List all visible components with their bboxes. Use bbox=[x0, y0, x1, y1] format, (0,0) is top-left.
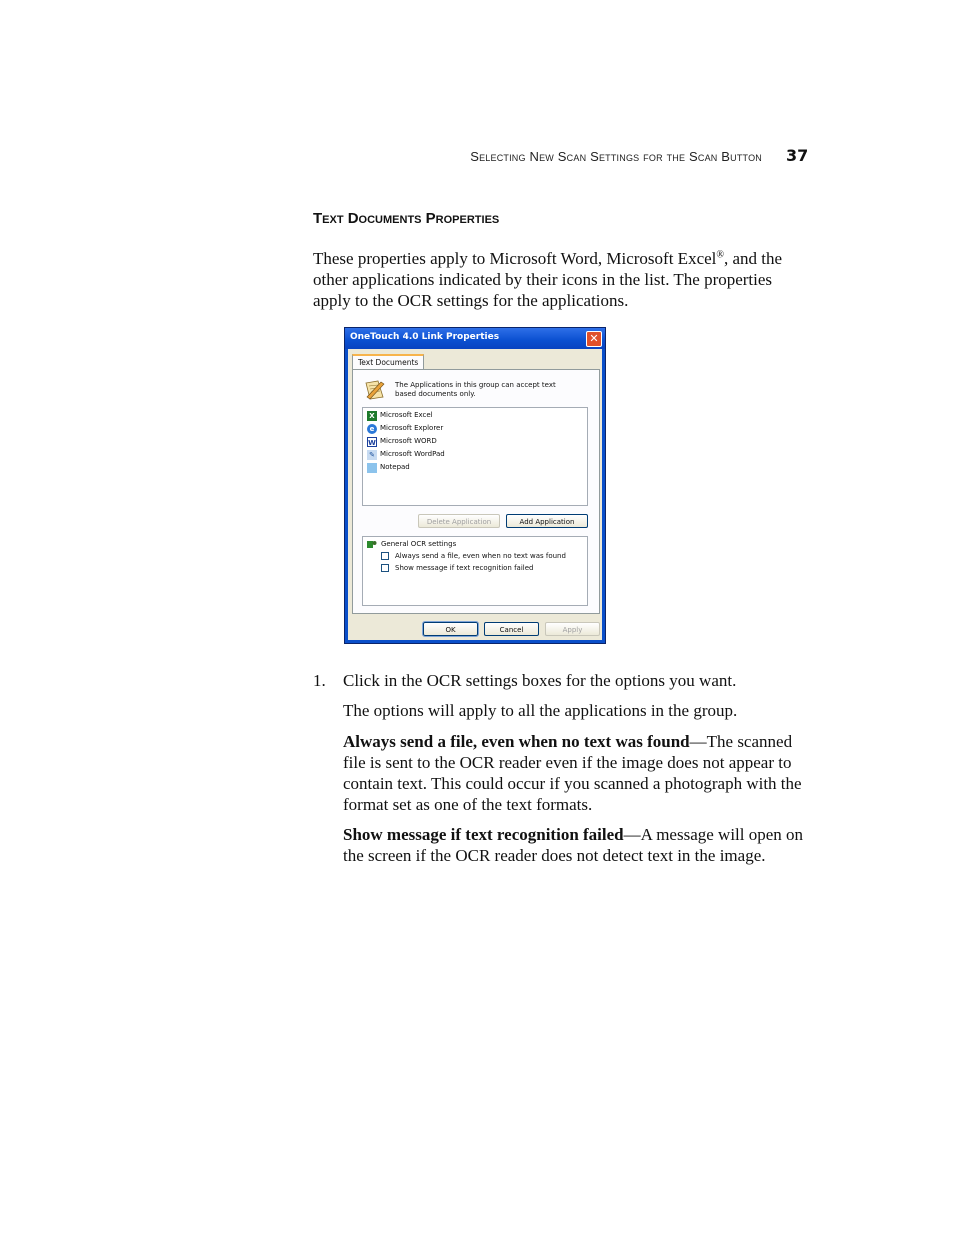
apply-button[interactable]: Apply bbox=[545, 622, 600, 636]
intro-paragraph bbox=[313, 248, 805, 311]
list-item-notepad[interactable] bbox=[367, 462, 410, 473]
option-show-message-text: —A message will open on the screen if the OCR reader does not detect text in the image. bbox=[343, 825, 804, 865]
registered-mark: ® bbox=[716, 249, 724, 261]
app-label: Microsoft Excel bbox=[380, 411, 433, 419]
properties-dialog bbox=[344, 327, 606, 644]
app-label: Microsoft WordPad bbox=[380, 450, 445, 458]
cancel-button[interactable]: Cancel bbox=[484, 622, 539, 636]
page-number: 37 bbox=[786, 146, 809, 165]
wordpad-icon: ✎ bbox=[367, 450, 377, 460]
notepad-icon bbox=[367, 463, 377, 473]
dialog-client bbox=[348, 349, 602, 640]
always-send-checkbox[interactable] bbox=[381, 552, 389, 560]
text-document-pencil-icon bbox=[363, 379, 387, 401]
ocr-settings-icon bbox=[367, 540, 377, 549]
option-always-send-description bbox=[343, 731, 809, 815]
list-item-word[interactable] bbox=[367, 436, 437, 447]
group-description: The Applications in this group can accept text based documents only. bbox=[395, 381, 556, 398]
intro-text-a: These properties apply to Microsoft Word, Microsoft Excel bbox=[313, 249, 717, 268]
word-icon: W bbox=[368, 438, 376, 447]
intro-text-b: , and the other applications indicated by their icons in the list. The properties apply to the OCR settings for the applications. bbox=[313, 249, 783, 310]
tab-panel bbox=[352, 369, 600, 614]
application-list[interactable] bbox=[362, 407, 588, 506]
show-message-label: Show message if text recognition failed bbox=[395, 564, 534, 572]
explorer-icon: e bbox=[367, 424, 377, 434]
option-always-send-text: —The scanned file is sent to the OCR reader even if the image does not appear to contain text. This could occur if you scanned a photograph with the format set as one of the text formats. bbox=[343, 732, 802, 814]
ocr-settings-box bbox=[362, 536, 588, 606]
list-item-excel[interactable] bbox=[367, 410, 433, 421]
option-show-message-term: Show message if text recognition failed bbox=[343, 825, 624, 844]
step-1-text: Click in the OCR settings boxes for the options you want. bbox=[343, 671, 737, 690]
app-label: Microsoft Explorer bbox=[380, 424, 444, 432]
step-number: 1. bbox=[313, 671, 326, 690]
section-title: Text Documents Properties bbox=[313, 210, 500, 227]
ocr-option-always-send[interactable] bbox=[381, 551, 566, 561]
option-show-message-description bbox=[343, 824, 809, 866]
excel-icon: X bbox=[367, 411, 377, 421]
close-button[interactable]: ✕ bbox=[586, 331, 602, 347]
app-label: Notepad bbox=[380, 463, 410, 471]
running-head: Selecting New Scan Settings for the Scan Button bbox=[470, 149, 762, 164]
delete-application-button[interactable]: Delete Application bbox=[418, 514, 500, 528]
tab-text-documents[interactable]: Text Documents bbox=[352, 354, 424, 371]
ocr-group-row bbox=[367, 539, 456, 549]
list-item-wordpad[interactable] bbox=[367, 449, 445, 460]
ok-button[interactable]: OK bbox=[423, 622, 478, 636]
list-item-explorer[interactable] bbox=[367, 423, 443, 434]
show-message-checkbox[interactable] bbox=[381, 564, 389, 572]
add-application-button[interactable]: Add Application bbox=[506, 514, 588, 528]
dialog-titlebar[interactable] bbox=[345, 328, 605, 349]
step-1 bbox=[313, 670, 805, 691]
options-note: The options will apply to all the applications in the group. bbox=[343, 701, 738, 720]
ocr-group-label: General OCR settings bbox=[381, 540, 457, 548]
option-always-send-term: Always send a file, even when no text was found bbox=[343, 732, 690, 751]
dialog-title: OneTouch 4.0 Link Properties bbox=[350, 332, 500, 342]
always-send-label: Always send a file, even when no text was found bbox=[395, 552, 566, 560]
ocr-option-show-message[interactable] bbox=[381, 563, 534, 573]
app-label: Microsoft WORD bbox=[380, 437, 437, 445]
